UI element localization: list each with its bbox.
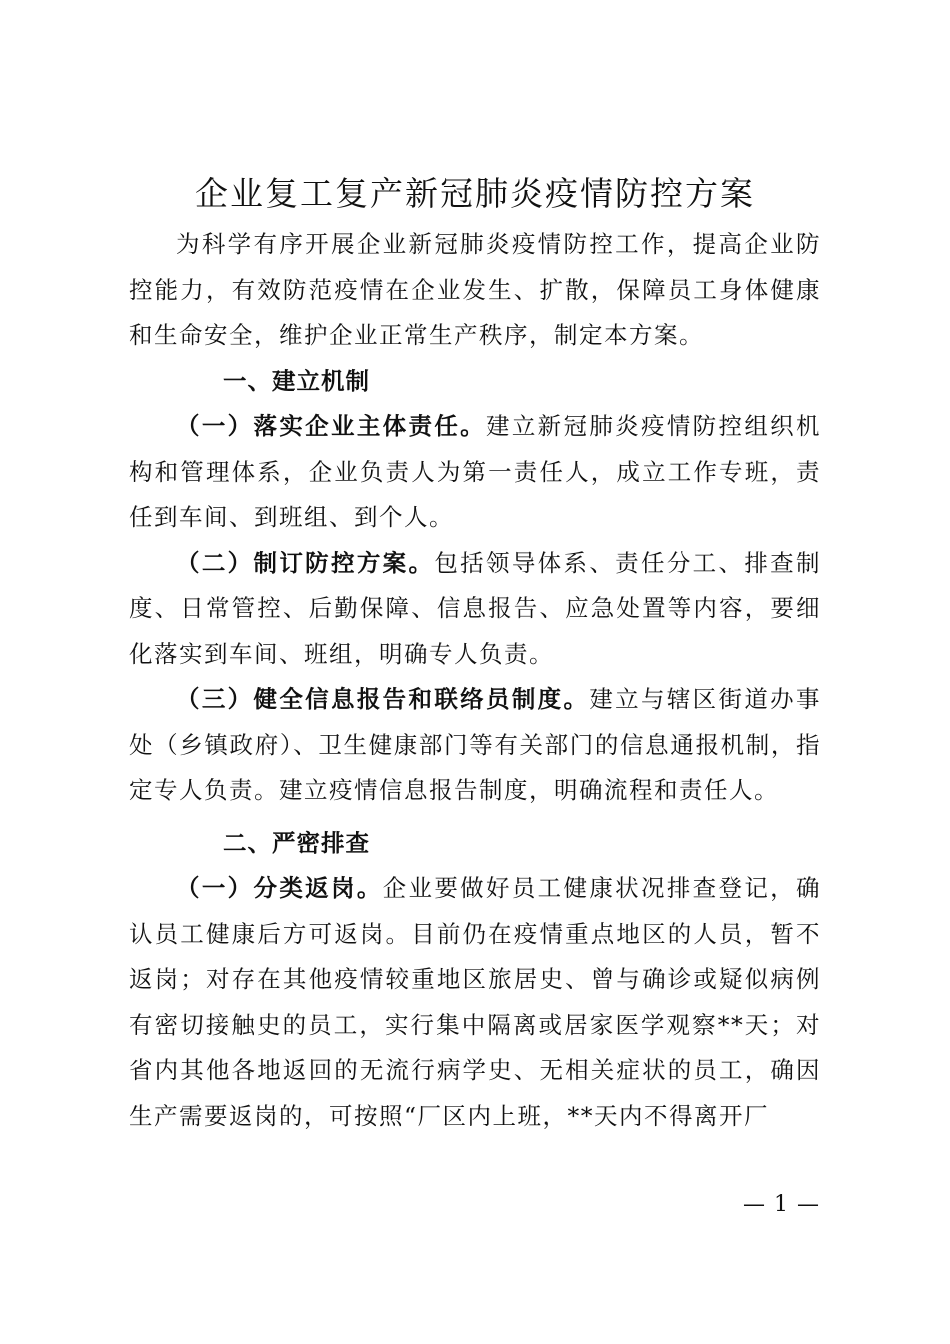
document-body	[129, 222, 821, 1139]
section-2-item-1	[129, 866, 821, 1139]
intro-paragraph: 为科学有序开展企业新冠肺炎疫情防控工作，提高企业防控能力，有效防范疫情在企业发生、扩散，保障员工身体健康和生命安全，维护企业正常生产秩序，制定本方案。	[129, 230, 821, 349]
section-1-item-1	[129, 404, 821, 541]
section-heading-1: 一、建立机制	[223, 366, 370, 395]
item-text: 包括领导体系、责任分工、排查制度、日常管控、后勤保障、信息报告、应急处置等内容，要细化落实到车间、班组，明确专人负责。	[129, 548, 822, 668]
document-title: 企业复工复产新冠肺炎疫情防控方案	[195, 174, 755, 213]
item-text: 企业要做好员工健康状况排查登记，确认员工健康后方可返岗。目前仍在疫情重点地区的人员，暂不返岗；对存在其他疫情较重地区旅居史、曾与确诊或疑似病例有密切接触史的员工，实行集中隔离或居家医学观察**天；对省内其他各地返回的无流行病学史、无相关症状的员工，确因生产需要返岗的，可按照“厂区内上班，**天内不得离开厂	[129, 874, 822, 1130]
item-lead: （一）分类返岗。	[176, 874, 383, 902]
page-number: — 1 —	[743, 1192, 820, 1217]
item-lead: （二）制订防控方案。	[176, 548, 435, 577]
section-heading-2: 二、严密排查	[223, 828, 370, 857]
item-lead: （三）健全信息报告和联络员制度。	[176, 685, 590, 713]
section-1-item-2	[129, 541, 821, 678]
item-text: 建立与辖区街道办事处（乡镇政府）、卫生健康部门等有关部门的信息通报机制，指定专人负责。建立疫情信息报告制度，明确流程和责任人。	[129, 685, 822, 804]
item-text: 建立新冠肺炎疫情防控组织机构和管理体系，企业负责人为第一责任人，成立工作专班，责任到车间、到班组、到个人。	[129, 412, 821, 531]
item-lead: （一）落实企业主体责任。	[176, 412, 486, 440]
section-1-item-3	[129, 677, 821, 814]
